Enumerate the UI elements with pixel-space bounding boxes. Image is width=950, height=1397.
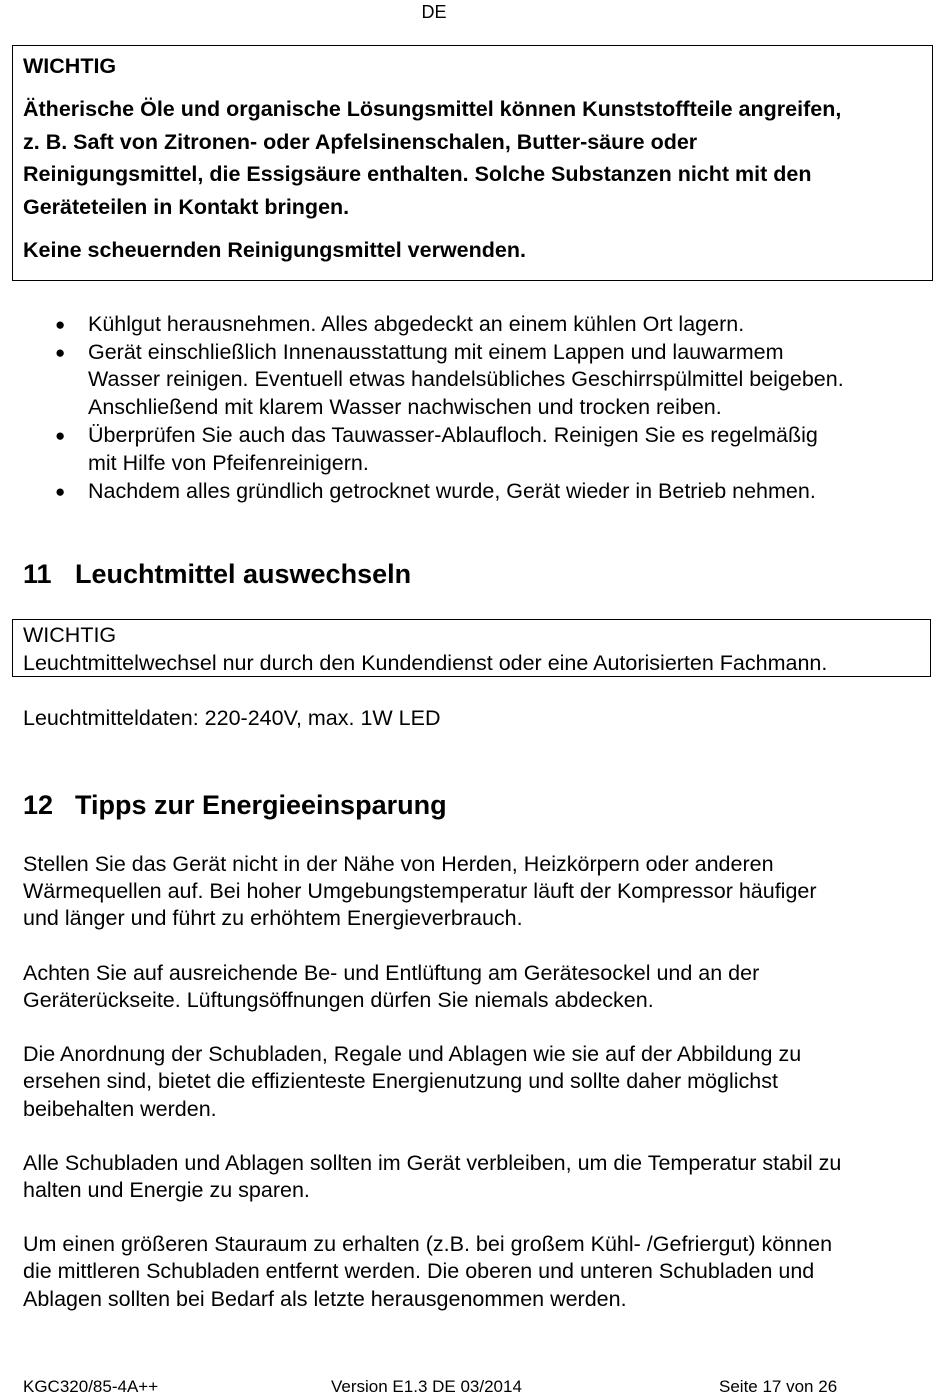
- warning-line: Ätherische Öle und organische Lösungsmittel können Kunststoffteile angreifen,: [23, 97, 842, 121]
- footer-version: Version E1.3 DE 03/2014: [331, 1377, 522, 1396]
- list-item: Gerät einschließlich Innenausstattung mit einem Lappen und lauwarmem: [88, 340, 784, 364]
- list-item: mit Hilfe von Pfeifenreinigern.: [88, 451, 369, 475]
- section-number: 12: [23, 790, 54, 820]
- bullet-icon: ●: [55, 426, 66, 445]
- bullet-icon: ●: [55, 315, 66, 334]
- paragraph-line: Ablagen sollten bei Bedarf als letzte herausgenommen werden.: [23, 1287, 627, 1311]
- section-heading-12: [23, 790, 447, 821]
- warning-line: Geräteteilen in Kontakt bringen.: [23, 195, 350, 219]
- language-label: DE: [421, 2, 447, 22]
- warning-note: Keine scheuernden Reinigungsmittel verwenden.: [23, 238, 526, 262]
- list-item: Wasser reinigen. Eventuell etwas handelsübliches Geschirrspülmittel beigeben.: [88, 367, 844, 391]
- warning-line: Reinigungsmittel, die Essigsäure enthalten. Solche Substanzen nicht mit den: [23, 162, 812, 186]
- footer-model: KGC320/85-4A++: [23, 1377, 159, 1396]
- warning-box-lamp: [12, 619, 931, 677]
- bullet-icon: ●: [55, 482, 66, 501]
- list-item: Überprüfen Sie auch das Tauwasser-Ablaufloch. Reinigen Sie es regelmäßig: [88, 423, 818, 447]
- section-title: Leuchtmittel auswechseln: [75, 559, 412, 589]
- warning-title: WICHTIG: [23, 54, 117, 78]
- paragraph-line: Um einen größeren Stauraum zu erhalten (z.B. bei großem Kühl- /Gefriergut) können: [23, 1232, 833, 1256]
- warning-line: z. B. Saft von Zitronen- oder Apfelsinenschalen, Butter-säure oder: [23, 130, 698, 154]
- paragraph-line: halten und Energie zu sparen.: [23, 1178, 310, 1202]
- list-item: Nachdem alles gründlich getrocknet wurde, Gerät wieder in Betrieb nehmen.: [88, 479, 816, 503]
- paragraph-line: Die Anordnung der Schubladen, Regale und Ablagen wie sie auf der Abbildung zu: [23, 1042, 802, 1066]
- bullet-icon: ●: [55, 343, 66, 362]
- section-heading-11: [23, 559, 411, 590]
- paragraph-line: Alle Schubladen und Ablagen sollten im Gerät verbleiben, um die Temperatur stabil zu: [23, 1151, 842, 1175]
- footer-page-number: Seite 17 von 26: [719, 1377, 838, 1396]
- paragraph-line: die mittleren Schubladen entfernt werden. Die oberen und unteren Schubladen und: [23, 1259, 815, 1283]
- section-title: Tipps zur Energieeinsparung: [75, 790, 447, 820]
- paragraph-line: Stellen Sie das Gerät nicht in der Nähe von Herden, Heizkörpern oder anderen: [23, 852, 774, 876]
- paragraph-line: beibehalten werden.: [23, 1097, 217, 1121]
- list-item: Anschließend mit klarem Wasser nachwischen und trocken reiben.: [88, 395, 722, 419]
- paragraph-line: Geräterückseite. Lüftungsöffnungen dürfen Sie niemals abdecken.: [23, 988, 654, 1012]
- section-number: 11: [23, 559, 52, 589]
- paragraph-line: Wärmequellen auf. Bei hoher Umgebungstemperatur läuft der Kompressor häufiger: [23, 879, 817, 903]
- paragraph-line: Achten Sie auf ausreichende Be- und Entlüftung am Gerätesockel und an der: [23, 961, 760, 985]
- paragraph-line: und länger und führt zu erhöhtem Energieverbrauch.: [23, 906, 523, 930]
- paragraph-line: ersehen sind, bietet die effizienteste Energienutzung und sollte daher möglichst: [23, 1069, 778, 1093]
- warning-text: Leuchtmittelwechsel nur durch den Kundendienst oder eine Autorisierten Fachmann.: [23, 651, 828, 675]
- warning-box-cleaning: [12, 45, 933, 281]
- lamp-data: Leuchtmitteldaten: 220-240V, max. 1W LED: [23, 706, 441, 730]
- list-item: Kühlgut herausnehmen. Alles abgedeckt an einem kühlen Ort lagern.: [88, 312, 745, 336]
- warning-title: WICHTIG: [23, 623, 117, 647]
